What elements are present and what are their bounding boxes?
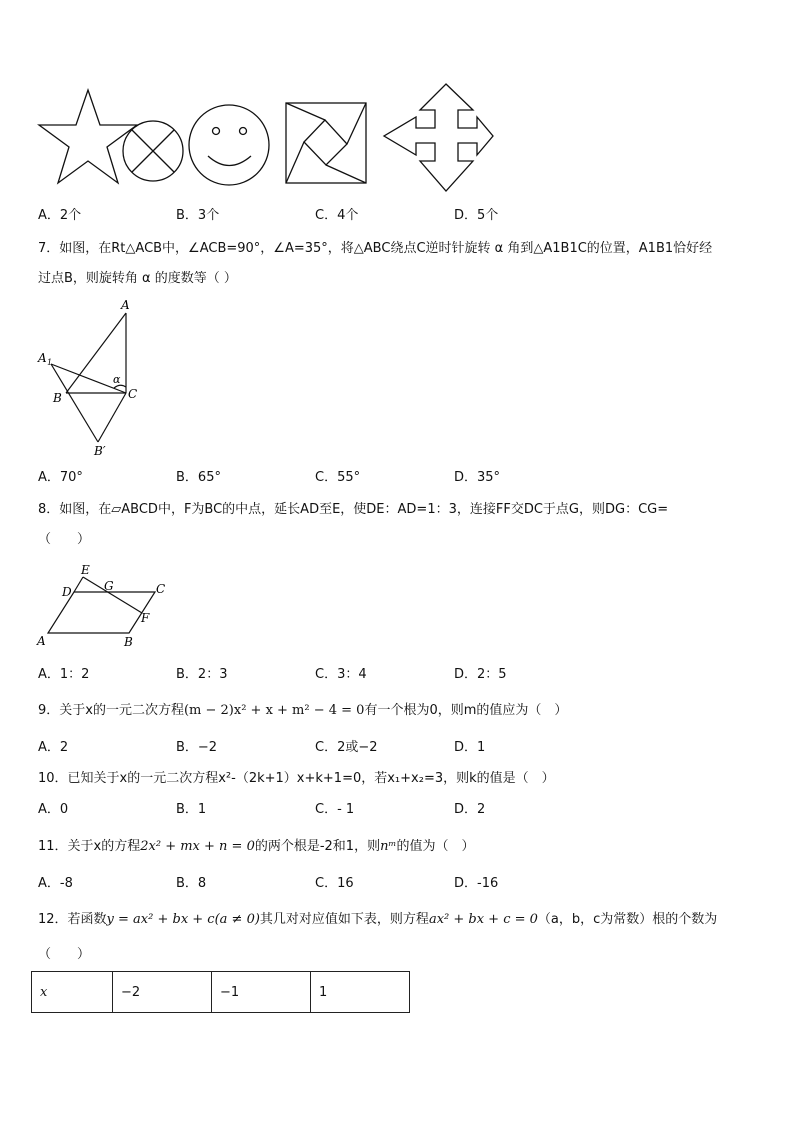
q6-figures: [30, 80, 510, 200]
q11-equation: 2x² + mx + n = 0: [140, 839, 255, 854]
q6-option-c: C．4个: [315, 208, 359, 223]
q8-label-g: G: [104, 579, 114, 593]
q6-option-a: A．2个: [38, 208, 82, 223]
q9-text-post: 有一个根为0，则m的值应为（ ）: [364, 703, 568, 718]
q8-option-a: A．1：2: [38, 667, 90, 682]
q8-option-c: C．3：4: [315, 667, 367, 682]
q8-label-d: D: [62, 585, 72, 599]
q8-label-f: F: [141, 611, 150, 625]
q7-label-a1-sub: 1: [47, 358, 53, 367]
q12-text-mid: 其几对对应值如下表，则方程: [259, 912, 429, 927]
q11-text: [38, 839, 474, 855]
q11-power: nᵐ: [380, 839, 397, 854]
q8-option-b: B．2：3: [176, 667, 228, 682]
q7-option-b: B．65°: [176, 470, 221, 485]
q9-option-d: D．1: [454, 740, 486, 755]
star-figure: [39, 90, 137, 183]
q12-text-line1: [38, 912, 717, 928]
q11-option-a: A．-8: [38, 876, 73, 891]
q9-equation: (m − 2)x² + x + m² − 4 = 0: [183, 703, 365, 718]
q7-label-c: C: [128, 387, 138, 401]
q11-text-mid: 的两个根是-2和1，则: [254, 839, 381, 854]
q9-option-a: A．2: [38, 740, 69, 755]
q8-option-d: D．2：5: [454, 667, 507, 682]
q10-option-c: C．- 1: [315, 802, 355, 817]
q8-label-b: B: [124, 635, 133, 649]
q12-text-post: （a，b，c为常数）根的个数为: [537, 912, 718, 927]
q10-option-a: A．0: [38, 802, 69, 817]
circle-cross-figure: [123, 121, 183, 181]
q9-option-c: C．2或−2: [315, 740, 378, 755]
four-way-arrow-figure: [384, 84, 493, 191]
table-cell: −2: [113, 972, 212, 1013]
q12-equation: ax² + bx + c = 0: [428, 912, 538, 927]
q11-option-b: B．8: [176, 876, 207, 891]
q7-label-b: B: [53, 391, 62, 405]
q8-text-line2: （ ）: [38, 532, 91, 547]
q8-label-c: C: [156, 582, 166, 596]
q7-option-c: C．55°: [315, 470, 361, 485]
q12-text-pre: 12．若函数: [38, 912, 107, 927]
q8-label-a: A: [37, 634, 46, 648]
q11-option-c: C．16: [315, 876, 354, 891]
q7-option-a: A．70°: [38, 470, 83, 485]
q11-option-d: D．-16: [454, 876, 499, 891]
q9-text-pre: 9．关于x的一元二次方程: [38, 703, 184, 718]
table-cell: x: [32, 972, 113, 1013]
q10-text: 10．已知关于x的一元二次方程x²-（2k+1）x+k+1=0，若x₁+x₂=3，则k的值是（ ）: [38, 771, 555, 786]
q7-label-b-prime: B′: [94, 444, 106, 458]
q7-option-d: D．35°: [454, 470, 501, 485]
q8-figure: [32, 560, 182, 652]
q7-figure: [32, 295, 162, 460]
q7-label-a: A: [121, 298, 130, 312]
q9-text: [38, 703, 567, 719]
q7-text-line1: 7．如图，在Rt△ACB中，∠ACB=90°，∠A=35°，将△ABC绕点C逆时针旋转 α 角到△A1B1C的位置，A1B1恰好经: [38, 241, 713, 256]
q10-option-b: B．1: [176, 802, 207, 817]
square-pinwheel-figure: [286, 103, 366, 183]
q11-text-pre: 11．关于x的方程: [38, 839, 141, 854]
q6-option-b: B．3个: [176, 208, 220, 223]
q10-option-d: D．2: [454, 802, 486, 817]
table-cell: −1: [212, 972, 311, 1013]
q7-label-a1: A: [38, 351, 47, 365]
q7-text-line2: 过点B，则旋转角 α 的度数等（ ）: [38, 271, 237, 286]
q12-function: y = ax² + bx + c(a ≠ 0): [106, 912, 260, 927]
q8-text-line1: 8．如图，在▱ABCD中，F为BC的中点，延长AD至E，使DE：AD=1：3，连接FF交DC于点G，则DG：CG=: [38, 502, 669, 517]
q12-value-table: [31, 971, 410, 1013]
smiley-face-figure: [189, 105, 269, 185]
q11-text-post: 的值为（ ）: [396, 839, 475, 854]
q12-text-line2: （ ）: [38, 947, 91, 962]
q7-label-alpha: α: [113, 373, 121, 386]
table-cell: 1: [311, 972, 410, 1013]
q6-option-d: D．5个: [454, 208, 499, 223]
q8-label-e: E: [81, 563, 90, 577]
q9-option-b: B．−2: [176, 740, 218, 755]
table-row: [32, 972, 410, 1013]
